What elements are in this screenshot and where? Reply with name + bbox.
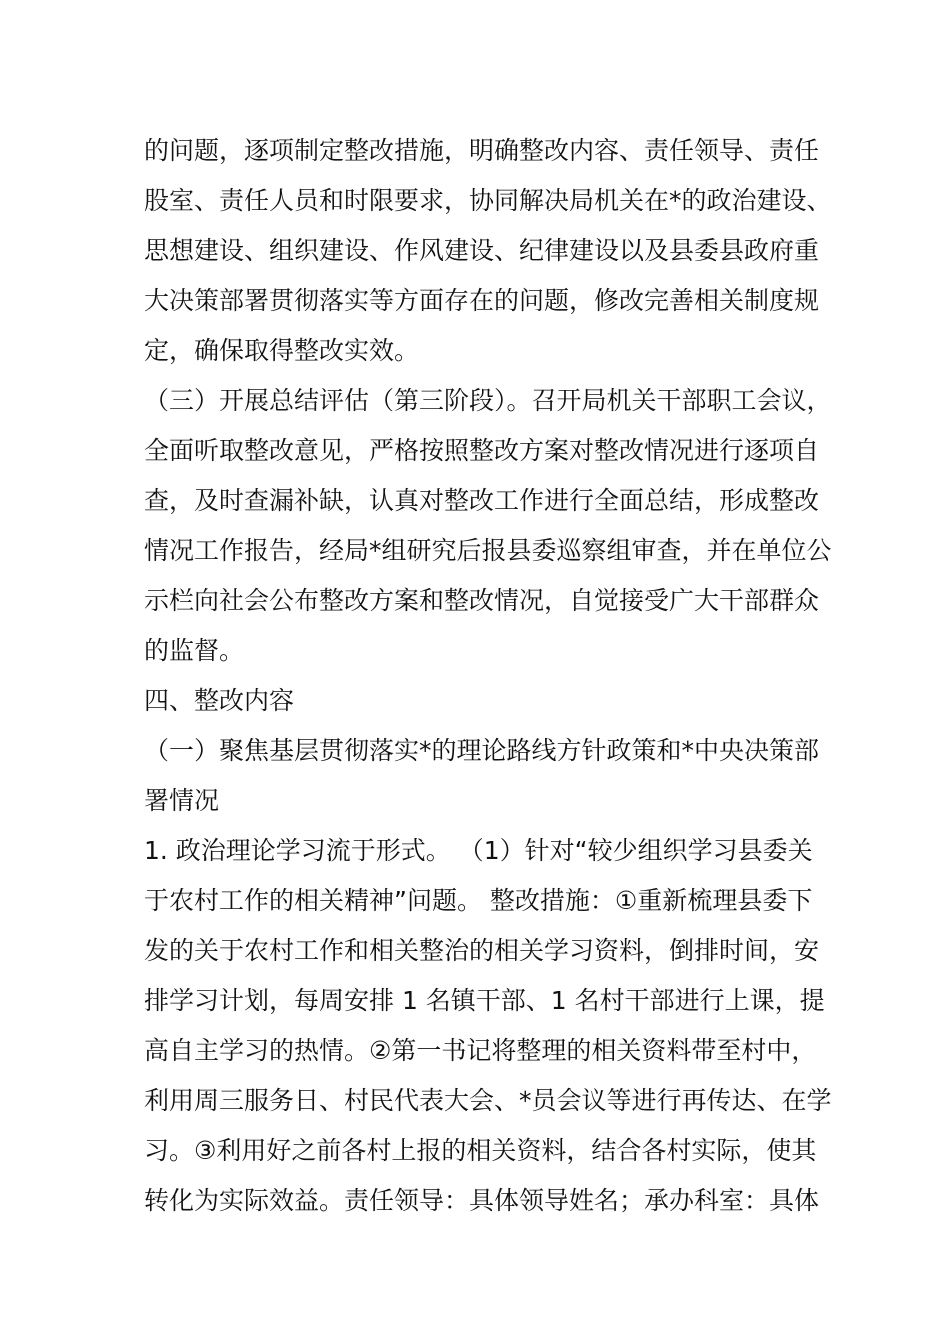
- text-line: 示栏向社会公布整改方案和整改情况，自觉接受广大干部群众: [144, 586, 820, 615]
- document-body: [144, 126, 832, 1226]
- section-heading: 四、整改内容: [144, 686, 295, 715]
- text-line: 的监督。: [144, 636, 245, 665]
- subsection-heading-line: 署情况: [144, 786, 220, 815]
- subsection-heading-line: （一）聚焦基层贯彻落实*的理论路线方针政策和*中央决策部: [144, 736, 820, 765]
- text-line: 全面听取整改意见，严格按照整改方案对整改情况进行逐项自: [144, 436, 820, 465]
- text-line: 发的关于农村工作和相关整治的相关学习资料，倒排时间，安: [144, 936, 820, 965]
- text-line: 大决策部署贯彻落实等方面存在的问题，修改完善相关制度规: [144, 286, 820, 315]
- text-line: 情况工作报告，经局*组研究后报县委巡察组审查，并在单位公: [144, 536, 832, 565]
- text-line: 于农村工作的相关精神”问题。 整改措施：①重新梳理县委下: [144, 886, 813, 915]
- text-line: 定，确保取得整改实效。: [144, 336, 420, 365]
- text-line: 习。③利用好之前各村上报的相关资料，结合各村实际，使其: [144, 1136, 817, 1165]
- text-line: 1. 政治理论学习流于形式。 （1）针对“较少组织学习县委关: [144, 836, 813, 865]
- text-line: 股室、责任人员和时限要求，协同解决局机关在*的政治建设、: [144, 186, 832, 215]
- text-line: 转化为实际效益。责任领导：具体领导姓名；承办科室：具体: [144, 1186, 820, 1215]
- text-line: 的问题，逐项制定整改措施，明确整改内容、责任领导、责任: [144, 136, 820, 165]
- text-line: 排学习计划，每周安排 1 名镇干部、1 名村干部进行上课，提: [144, 986, 825, 1015]
- text-line: 高自主学习的热情。②第一书记将整理的相关资料带至村中，: [144, 1036, 817, 1065]
- text-line: 思想建设、组织建设、作风建设、纪律建设以及县委县政府重: [144, 236, 820, 265]
- section-heading-line: （三）开展总结评估（第三阶段）。召开局机关干部职工会议，: [144, 386, 832, 415]
- text-line: 查，及时查漏补缺，认真对整改工作进行全面总结，形成整改: [144, 486, 820, 515]
- text-line: 利用周三服务日、村民代表大会、*员会议等进行再传达、在学: [144, 1086, 832, 1115]
